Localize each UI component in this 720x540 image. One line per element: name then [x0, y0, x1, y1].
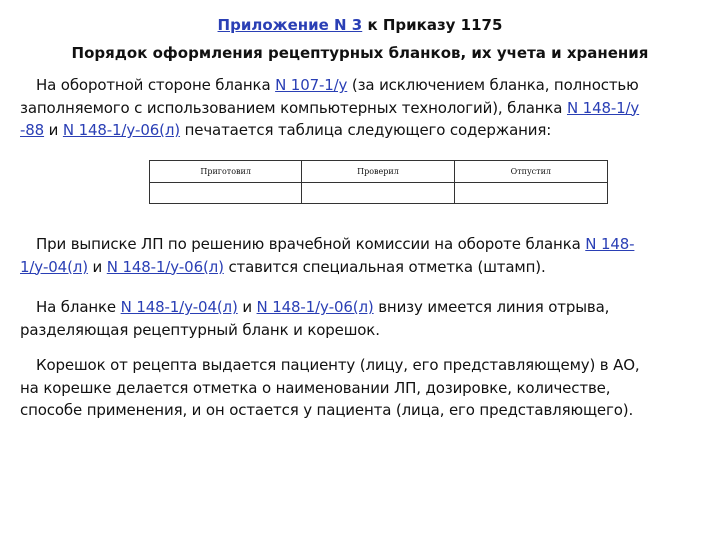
paragraph-line: способе применения, и он остается у пациента (лица, его представляющего).	[20, 401, 634, 419]
text-run: и	[87, 257, 107, 276]
paragraph-line	[20, 256, 704, 279]
table-cell-checked	[302, 183, 454, 203]
document-header-line1	[0, 14, 720, 36]
text-run: На бланке	[36, 298, 121, 316]
paragraph-line	[20, 296, 704, 319]
form-148-06-link[interactable]: N 148-1/у-06(л)	[106, 257, 224, 276]
text-run: ставится специальная отметка (штамп).	[223, 257, 546, 276]
form-148-88-link-part1[interactable]: N 148-1/у	[566, 98, 640, 117]
form-148-06-link[interactable]: N 148-1/у-06(л)	[256, 298, 374, 316]
table-header-dispensed: Отпустил	[455, 161, 607, 183]
text-run: На оборотной стороне бланка	[36, 76, 276, 94]
text-run: заполняемого с использованием компьютерных технологий), бланка	[20, 98, 567, 117]
form-148-06-link[interactable]: N 148-1/у-06(л)	[62, 121, 180, 139]
paragraph-line	[20, 74, 704, 97]
form-148-04-link-part1[interactable]: N 148-	[585, 235, 635, 253]
paragraph-stub	[20, 354, 704, 422]
form-107-link[interactable]: N 107-1/у	[275, 76, 348, 94]
paragraph-line: Корешок от рецепта выдается пациенту (лицу, его представляющему) в АО,	[36, 356, 640, 374]
order-reference: к Приказу 1175	[362, 16, 503, 34]
text-run: и	[237, 298, 257, 316]
paragraph-line	[20, 97, 704, 120]
text-run: При выписке ЛП по решению врачебной комиссии на обороте бланка	[36, 235, 586, 253]
form-148-04-link-part2[interactable]: 1/у-04(л)	[20, 257, 88, 276]
form-148-04-link[interactable]: N 148-1/у-04(л)	[120, 298, 238, 316]
form-148-88-link-part2[interactable]: -88	[20, 121, 45, 139]
table-cell-prepared	[150, 183, 302, 203]
document-title: Порядок оформления рецептурных бланков, их учета и хранения	[71, 44, 649, 62]
text-run: печатается таблица следующего содержания:	[179, 121, 552, 139]
paragraph-reverse-side	[20, 74, 704, 142]
signature-table	[149, 160, 608, 204]
paragraph-line: разделяющая рецептурный бланк и корешок.	[20, 320, 380, 339]
table-cell-dispensed	[455, 183, 607, 203]
paragraph-line	[20, 119, 704, 142]
paragraph-commission-stamp	[20, 233, 704, 278]
appendix-link[interactable]: Приложение N 3	[217, 16, 363, 34]
paragraph-line: на корешке делается отметка о наименовании ЛП, дозировке, количестве,	[20, 378, 611, 397]
text-run: и	[44, 121, 63, 139]
table-header-prepared: Приготовил	[150, 161, 302, 183]
text-run: (за исключением бланка, полностью	[347, 76, 639, 94]
table-header-checked: Проверил	[302, 161, 454, 183]
paragraph-tear-line	[20, 296, 704, 341]
paragraph-line	[20, 233, 704, 256]
text-run: внизу имеется линия отрыва,	[373, 298, 610, 316]
